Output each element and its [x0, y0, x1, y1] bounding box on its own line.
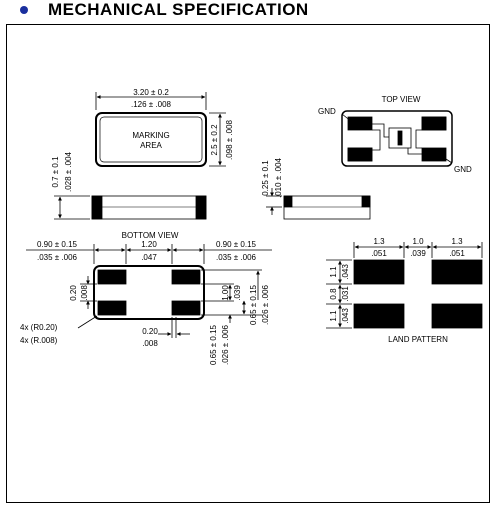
bottom-right-mm: 0.90 ± 0.15: [216, 240, 256, 249]
top-width-mm: 3.20 ± 0.2: [133, 88, 169, 97]
bottom-pad-h2-mm: 0.65 ± 0.15: [209, 325, 218, 365]
radius-in: 4x (R.008): [20, 336, 58, 345]
gnd-label-left: GND: [318, 107, 336, 116]
bottom-left-mm: 0.90 ± 0.15: [37, 240, 77, 249]
side-view-left: [54, 196, 206, 219]
bottom-gap2-in: .008: [142, 339, 158, 348]
bottom-view-title: BOTTOM VIEW: [121, 231, 179, 240]
land-vgap-in: .031: [341, 286, 350, 302]
bottom-pad-h-in: .026 ± .006: [261, 285, 270, 325]
gnd-label-right: GND: [454, 165, 472, 174]
land-w1-mm: 1.3: [373, 237, 385, 246]
side-right-thick-in: .010 ± .004: [274, 158, 283, 198]
land-h1-mm: 1.1: [329, 266, 338, 278]
top-view-title: TOP VIEW: [381, 95, 421, 104]
top-height-in: .098 ± .008: [225, 120, 234, 160]
side-right-thick-mm: 0.25 ± 0.1: [261, 160, 270, 196]
bottom-left-in: .035 ± .006: [37, 253, 77, 262]
bottom-gap-in: .039: [233, 285, 242, 301]
top-width-in: .126 ± .008: [131, 100, 171, 109]
top-height-mm: 2.5 ± 0.2: [210, 124, 219, 156]
page-title: MECHANICAL SPECIFICATION: [48, 0, 309, 19]
bottom-pad-h2-in: .026 ± .006: [221, 325, 230, 365]
bottom-center-in: .047: [141, 253, 157, 262]
bottom-center-mm: 1.20: [141, 240, 157, 249]
bottom-gap2-mm: 0.20: [142, 327, 158, 336]
land-gap-in: .039: [410, 249, 426, 258]
land-h1-in: .043: [341, 264, 350, 280]
land-pattern-title: LAND PATTERN: [388, 335, 448, 344]
bottom-side-in: .008: [80, 285, 89, 301]
land-w2-in: .051: [449, 249, 465, 258]
bottom-pad-h-mm: 0.65 ± 0.15: [249, 285, 258, 325]
marking-label-1: MARKING: [132, 131, 170, 140]
bottom-gap-mm: 1.00: [221, 285, 230, 301]
bottom-side-mm: 0.20: [69, 285, 78, 301]
land-vgap-mm: 0.8: [329, 288, 338, 300]
land-w2-mm: 1.3: [451, 237, 463, 246]
marking-label-2: AREA: [140, 141, 162, 150]
bottom-right-in: .035 ± .006: [216, 253, 256, 262]
land-w1-in: .051: [371, 249, 387, 258]
side-left-thick-in: .028 ± .004: [64, 152, 73, 192]
top-view-package: [342, 111, 452, 166]
land-h2-mm: 1.1: [329, 310, 338, 322]
radius-mm: 4x (R0.20): [20, 323, 58, 332]
land-gap-mm: 1.0: [412, 237, 424, 246]
side-left-thick-mm: 0.7 ± 0.1: [51, 156, 60, 188]
land-h2-in: .043: [341, 308, 350, 324]
